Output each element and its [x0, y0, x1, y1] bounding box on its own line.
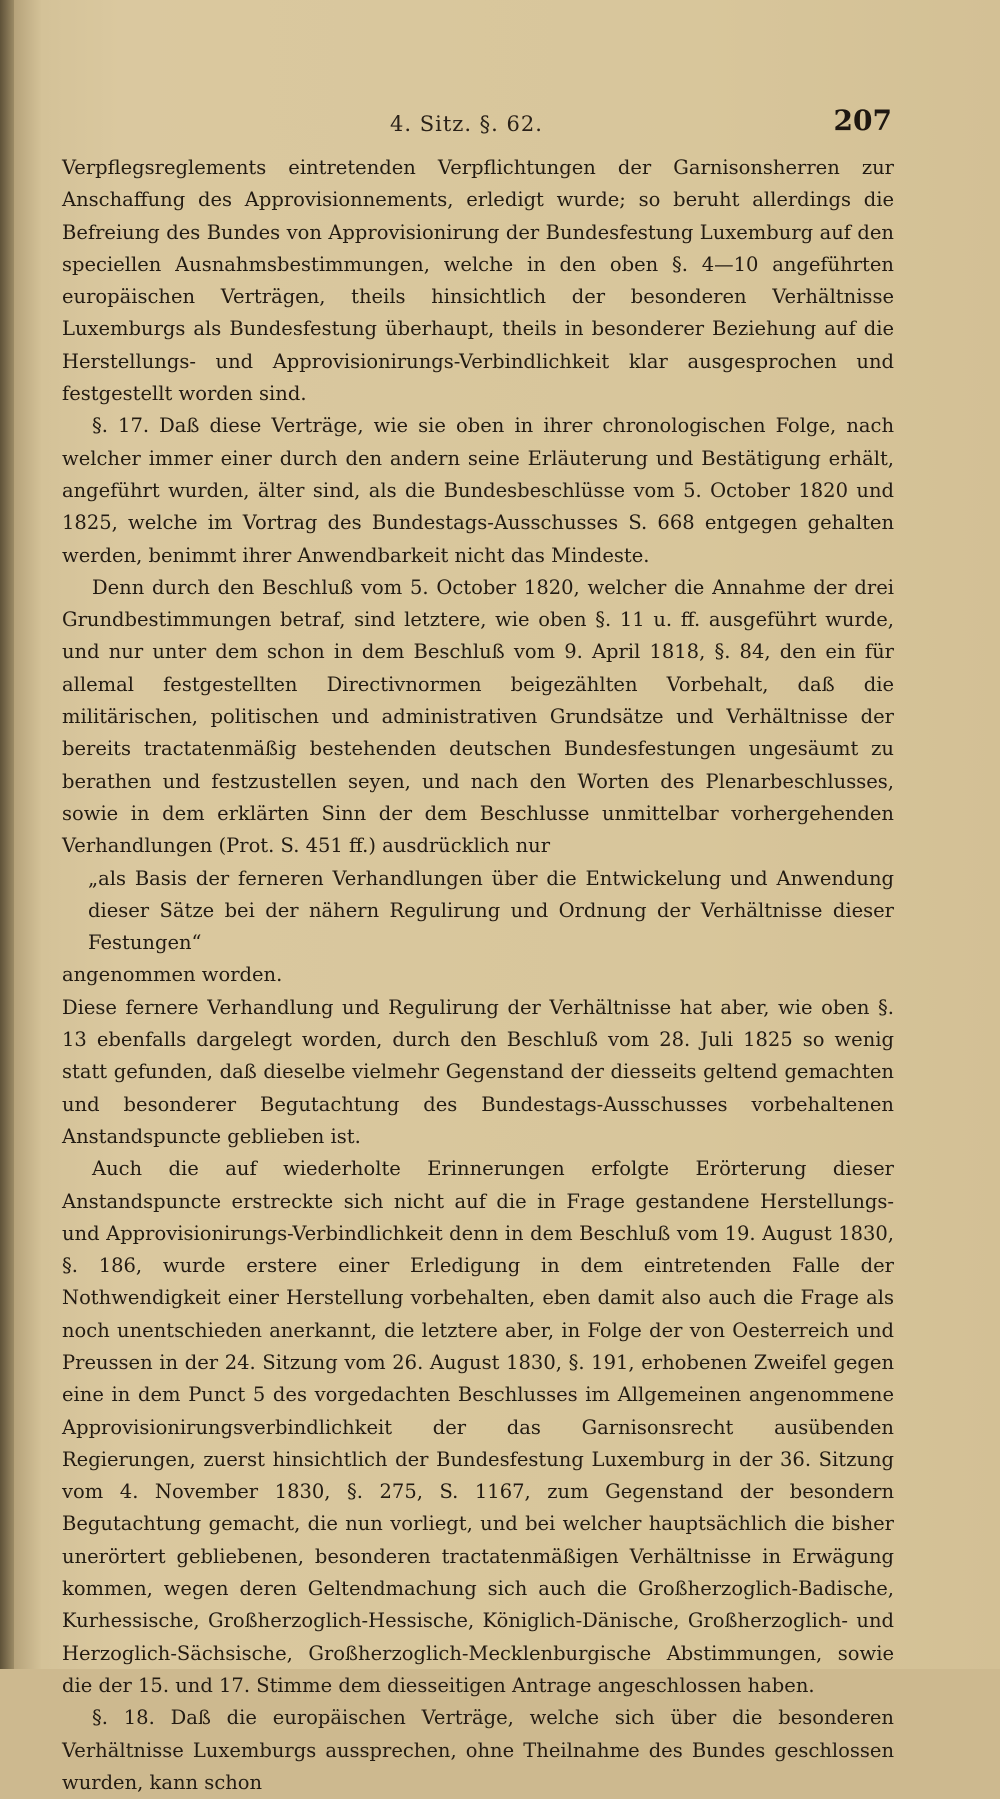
page-header — [60, 104, 940, 144]
paragraph-section-18: §. 18. Daß die europäischen Verträge, welche sich über die besonderen Verhältnisse Luxemburgs aussprechen, ohne Theilnahme des Bundes geschlossen wurden, kann schon — [62, 1706, 894, 1794]
paragraph-continuation: Verpflegsreglements eintretenden Verpflichtungen der Garnisonsherren zur Anschaffung des Approvisionnements, erledigt wurde; so beruht allerdings die Befreiung des Bundes von Approvisionirung der Bundesfestung Luxemburg auf den speciellen Ausnahmsbestimmungen, welche in den oben §. 4—10 angeführten europäischen Verträgen, theils hinsichtlich der besonderen Verhältnisse Luxemburgs als Bundesfestung überhaupt, theils in besonderer Beziehung auf die Herstellungs- und Approvisionirungs-Verbindlichkeit klar ausgesprochen und festgestellt worden sind. — [62, 156, 894, 406]
page-number: 207 — [833, 104, 892, 137]
paragraph-beschluss-1820: Denn durch den Beschluß vom 5. October 1820, welcher die Annahme der drei Grundbestimmungen betraf, sind letztere, wie oben §. 11 u. ff. ausgeführt wurde, und nur unter dem schon in dem Beschluß vom 9. April 1818, §. 84, den ein für allemal festgestellten Directivnormen beigezählten Vorbehalt, daß die militärischen, politischen und administrativen Grundsätze und Verhältnisse der bereits tractatenmäßig bestehenden deutschen Bundesfestungen ungesäumt zu berathen und festzustellen seyen, und nach den Worten des Plenarbeschlusses, sowie in dem erklärten Sinn der dem Beschlusse unmittelbar vorhergehenden Verhandlungen (Prot. S. 451 ff.) ausdrücklich nur — [62, 575, 894, 858]
paragraph-section-17: §. 17. Daß diese Verträge, wie sie oben in ihrer chronologischen Folge, nach welcher immer einer durch den andern seine Erläuterung und Bestätigung erhält, angeführt wurden, älter sind, als die Bundesbeschlüsse vom 5. October 1820 und 1825, welche im Vortrag des Bundestags-Ausschusses S. 668 entgegen gehalten werden, benimmt ihrer Anwendbarkeit nicht das Mindeste. — [62, 414, 894, 567]
paragraph-angenommen: angenommen worden. — [62, 963, 283, 987]
paragraph-regulirung: Diese fernere Verhandlung und Regulirung der Verhältnisse hat aber, wie oben §. 13 ebenfalls dargelegt worden, durch den Beschluß vom 28. Juli 1825 so wenig statt gefunden, daß dieselbe vielmehr Gegenstand der diesseits geltend gemachten und besonderer Begutachtung des Bundestags-Ausschusses vorbehaltenen Anstandspuncte geblieben ist. — [62, 995, 894, 1148]
body-text — [62, 152, 894, 1799]
quoted-passage: „als Basis der ferneren Verhandlungen über die Entwickelung und Anwendung dieser Sätze bei der nähern Regulirung und Ordnung der Verhältnisse dieser Festungen“ — [88, 866, 894, 955]
paragraph-erinnerungen: Auch die auf wiederholte Erinnerungen erfolgte Erörterung dieser Anstandspuncte erstreckte sich nicht auf die in Frage gestandene Herstellungs- und Approvisionirungs-Verbindlichkeit denn in dem Beschluß vom 19. August 1830, §. 186, wurde erstere einer Erledigung in dem eintretenden Falle der Nothwendigkeit einer Herstellung vorbehalten, eben damit also auch die Frage als noch unentschieden anerkannt, die letztere aber, in Folge der von Oesterreich und Preussen in der 24. Sitzung vom 26. August 1830, §. 191, erhobenen Zweifel gegen eine in dem Punct 5 des vorgedachten Beschlusses im Allgemeinen angenommene Approvisionirungsverbindlichkeit der das Garnisonsrecht ausübenden Regierungen, zuerst hinsichtlich der Bundesfestung Luxemburg in der 36. Sitzung vom 4. November 1830, §. 275, S. 1167, zum Gegenstand der besondern Begutachtung gemacht, die nun vorliegt, und bei welcher hauptsächlich die bisher unerörtert gebliebenen, besonderen tractatenmäßigen Verhältnisse in Erwägung kommen, wegen deren Geltendmachung sich auch die Großherzoglich-Badische, Kurhessische, Großherzoglich-Hessische, Königlich-Dänische, Großherzoglich- und Herzoglich-Sächsische, Großherzoglich-Mecklenburgische Abstimmungen, sowie die der 15. und 17. Stimme dem diesseitigen Antrage angeschlossen haben. — [62, 1157, 894, 1697]
page-binding-edge — [0, 0, 14, 1669]
running-head: 4. Sitz. §. 62. — [390, 112, 543, 136]
